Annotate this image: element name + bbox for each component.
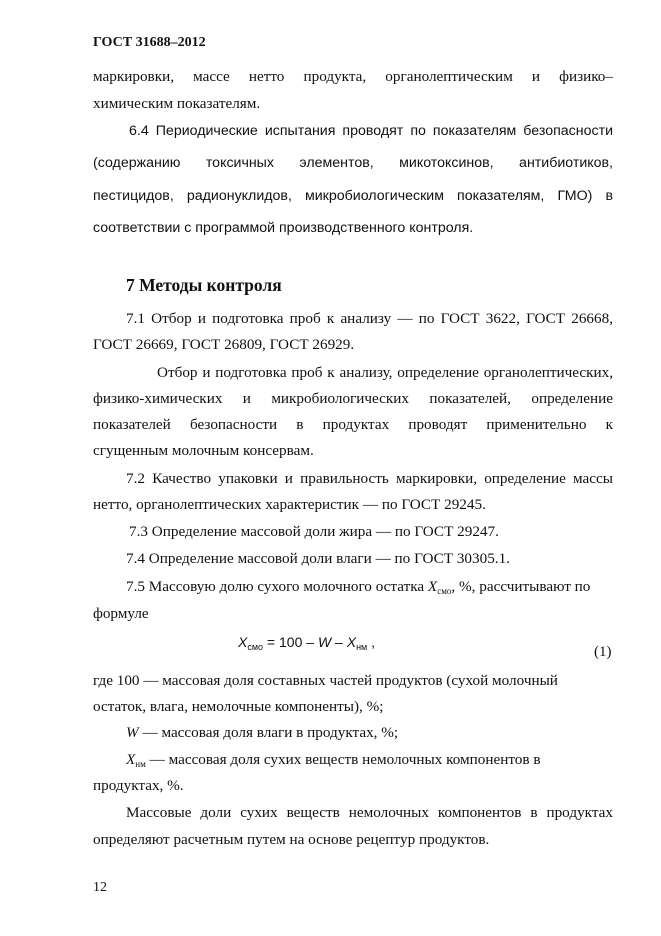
- paragraph-line: продуктах, %.: [93, 777, 184, 794]
- formula-var-w: W: [317, 634, 332, 650]
- formula-subscript: смо: [247, 642, 264, 652]
- paragraph-line: Массовые доли сухих веществ немолочных компонентов в продуктах: [126, 804, 613, 821]
- page-number: 12: [93, 880, 107, 895]
- paragraph-line: пестицидов, радионуклидов, микробиологическим показателям, ГМО) в: [93, 188, 613, 204]
- formula: [238, 634, 375, 652]
- variable-subscript: смо: [437, 586, 452, 596]
- formula-var-x2: $X_{нм}$: [346, 634, 368, 652]
- section-heading: 7 Методы контроля: [126, 275, 282, 295]
- paragraph-line: физико-химических и микробиологических показателей, определение: [93, 390, 613, 407]
- paragraph-line: [126, 577, 613, 601]
- text-run: 7.5 Массовую долю сухого молочного остатка: [126, 578, 428, 595]
- equation-number: (1): [594, 644, 612, 660]
- paragraph-line: где 100 ― массовая доля составных частей продуктов (сухой молочный: [93, 672, 558, 689]
- paragraph-line: (содержанию токсичных элементов, микотоксинов, антибиотиков,: [93, 155, 613, 171]
- paragraph-line: нетто, органолептических характеристик ― по ГОСТ 29245.: [93, 496, 486, 513]
- formula-operator: = 100 –: [263, 634, 318, 650]
- text-run: ― массовая доля влаги в продуктах, %;: [138, 724, 399, 741]
- formula-operator: –: [331, 634, 347, 650]
- paragraph-line: [126, 750, 613, 774]
- paragraph-line: 7.4 Определение массовой доли влаги — по ГОСТ 30305.1.: [126, 550, 510, 567]
- paragraph-line: остаток, влага, немолочные компоненты), %;: [93, 698, 384, 715]
- paragraph-line: маркировки, массе нетто продукта, органолептическим и физико–: [93, 68, 613, 85]
- text-run: , %, рассчитывают по: [451, 578, 591, 595]
- paragraph-line: соответствии с программой производственного контроля.: [93, 220, 474, 236]
- variable-x: $X_{нм}$: [126, 751, 146, 769]
- paragraph-line: 7.1 Отбор и подготовка проб к анализу — по ГОСТ 3622, ГОСТ 26668,: [126, 310, 613, 327]
- variable-subscript: нм: [135, 759, 146, 769]
- paragraph-line: 7.2 Качество упаковки и правильность маркировки, определение массы: [126, 470, 613, 487]
- variable-w: W: [126, 724, 139, 741]
- paragraph-line: сгущенным молочным консервам.: [93, 442, 314, 459]
- paragraph-line: показателей безопасности в продуктах проводят применительно к: [93, 416, 613, 433]
- paragraph-line: определяют расчетным путем на основе рецептур продуктов.: [93, 831, 490, 848]
- paragraph-line: ГОСТ 26669, ГОСТ 26809, ГОСТ 26929.: [93, 336, 355, 353]
- formula-var-x: $X_{смо}$: [238, 634, 264, 652]
- paragraph-line: формуле: [93, 605, 149, 622]
- formula-subscript: нм: [356, 642, 368, 652]
- document-header: ГОСТ 31688–2012: [93, 35, 206, 50]
- paragraph-line: Отбор и подготовка проб к анализу, определение органолептических,: [157, 364, 613, 381]
- formula-tail: ,: [367, 634, 376, 650]
- paragraph-line: 6.4 Периодические испытания проводят по показателям безопасности: [129, 123, 613, 139]
- variable-x: $X_{смо}$: [427, 578, 452, 596]
- text-run: ― массовая доля сухих веществ немолочных компонентов в: [145, 751, 541, 768]
- paragraph-line: 7.3 Определение массовой доли жира — по ГОСТ 29247.: [129, 523, 499, 540]
- paragraph-line: [126, 723, 613, 743]
- paragraph-line: химическим показателям.: [93, 95, 261, 112]
